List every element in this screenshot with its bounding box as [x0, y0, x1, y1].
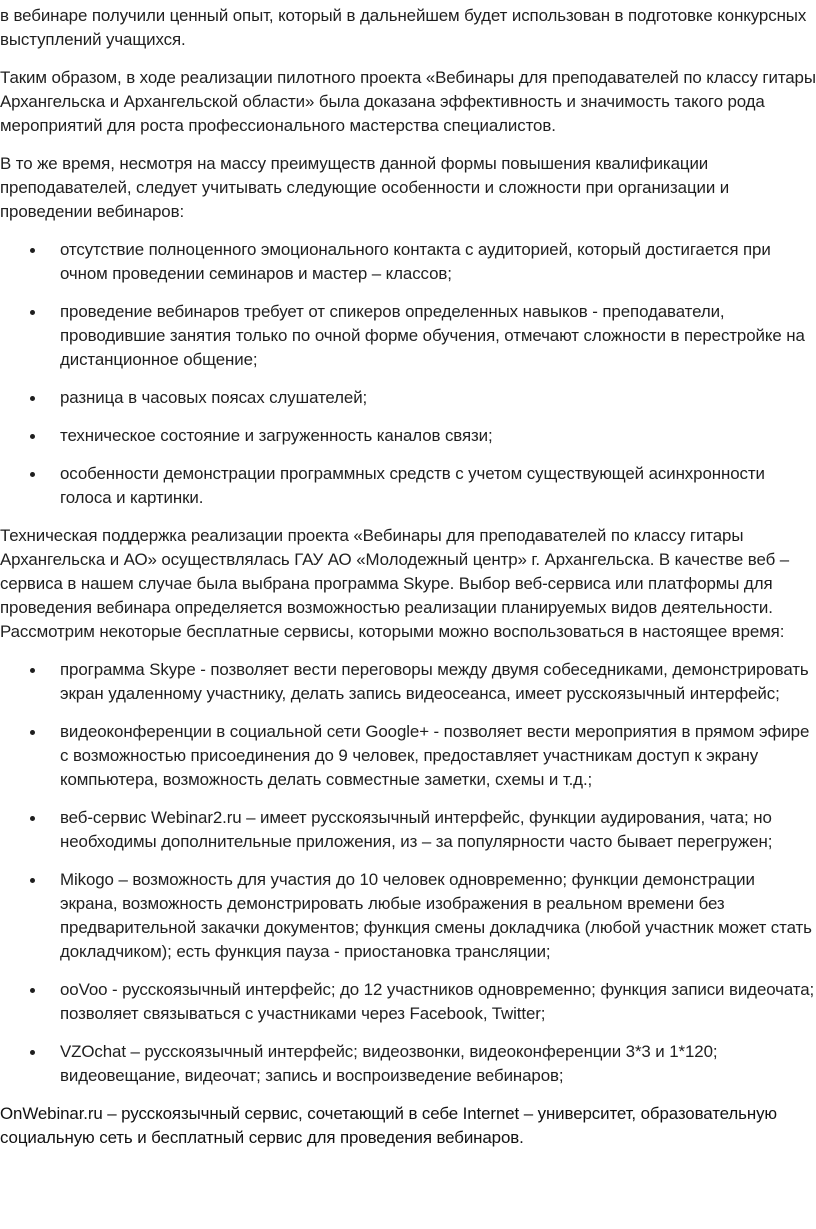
bullet-icon — [30, 434, 35, 439]
list-item — [0, 658, 816, 706]
list-item-text: веб-сервис Webinar2.ru – имеет русскоязычный интерфейс, функции аудирования, чата; но необходимы дополнительные приложения, из – за популярности часто бывает перегружен; — [60, 808, 773, 851]
list-item — [0, 300, 816, 372]
list-item-text: особенности демонстрации программных средств с учетом существующей асинхронности голоса и картинки. — [60, 464, 765, 507]
list-item — [0, 424, 816, 448]
paragraph-conclusion: Таким образом, в ходе реализации пилотного проекта «Вебинары для преподавателей по классу гитары Архангельска и Архангельской области» была доказана эффективность и значимость такого рода мероприятий для роста профессионального мастерства специалистов. — [0, 68, 816, 135]
bullet-icon — [30, 816, 35, 821]
bullet-icon — [30, 730, 35, 735]
bullet-icon — [30, 396, 35, 401]
list-item-text: разница в часовых поясах слушателей; — [60, 388, 368, 407]
bullet-icon — [30, 1050, 35, 1055]
list-item-text: проведение вебинаров требует от спикеров определенных навыков - преподаватели, проводившие занятия только по очной форме обучения, отмечают сложности в перестройке на дистанционное общение; — [60, 302, 805, 369]
bullet-icon — [30, 472, 35, 477]
bullet-icon — [30, 988, 35, 993]
list-item-text: техническое состояние и загруженность каналов связи; — [60, 426, 493, 445]
list-item-text: Mikogo – возможность для участия до 10 человек одновременно; функции демонстрации экрана, возможность демонстрировать любые изображения в реальном времени без предварительной закачки документов; функция смены докладчика (любой участник может стать докладчиком); есть функция пауза - приостановка трансляции; — [60, 870, 812, 961]
list-item-text: ooVoo - русскоязычный интерфейс; до 12 участников одновременно; функция записи видеочата; позволяет связываться с участниками через Facebook, Twitter; — [60, 980, 815, 1023]
list-item-text: VZOchat – русскоязычный интерфейс; видеозвонки, видеоконференции 3*3 и 1*120; видеовещание, видеочат; запись и воспроизведение вебинаров; — [60, 1042, 718, 1085]
bullet-icon — [30, 310, 35, 315]
list-item — [0, 1040, 816, 1088]
paragraph-intro: в вебинаре получили ценный опыт, который в дальнейшем будет использован в подготовке конкурсных выступлений учащихся. — [0, 6, 807, 49]
list-item — [0, 238, 816, 286]
list-item — [0, 978, 816, 1026]
bullet-icon — [30, 248, 35, 253]
list-item-text: программа Skype - позволяет вести переговоры между двумя собеседниками, демонстрировать экран удаленному участнику, делать запись видеосеанса, имеет русскоязычный интерфейс; — [60, 660, 809, 703]
list-item — [0, 868, 816, 964]
paragraph-onwebinar: OnWebinar.ru – русскоязычный сервис, сочетающий в себе Internet – университет, образовательную социальную сеть и бесплатный сервис для проведения вебинаров. — [0, 1104, 777, 1147]
paragraph-difficulties-intro: В то же время, несмотря на массу преимуществ данной формы повышения квалификации преподавателей, следует учитывать следующие особенности и сложности при организации и проведении вебинаров: — [0, 154, 730, 221]
list-item — [0, 462, 816, 510]
services-list — [0, 658, 816, 1088]
list-item-text: отсутствие полноценного эмоционального контакта с аудиторией, который достигается при очном проведении семинаров и мастер – классов; — [60, 240, 771, 283]
list-item — [0, 720, 816, 792]
list-item — [0, 806, 816, 854]
paragraph-tech-support: Техническая поддержка реализации проекта «Вебинары для преподавателей по классу гитары Архангельска и АО» осуществлялась ГАУ АО «Молодежный центр» г. Архангельска. В качестве веб – сервиса в нашем случае была выбрана программа Skype. Выбор веб-сервиса или платформы для проведения вебинара определяется возможностью реализации планируемых видов деятельности. Рассмотрим некоторые бесплатные сервисы, которыми можно воспользоваться в настоящее время: — [0, 526, 790, 641]
difficulties-list — [0, 238, 816, 510]
list-item-text: видеоконференции в социальной сети Google+ - позволяет вести мероприятия в прямом эфире с возможностью присоединения до 9 человек, предоставляет участникам доступ к экрану компьютера, возможность делать совместные заметки, схемы и т.д.; — [60, 722, 810, 789]
list-item — [0, 386, 816, 410]
bullet-icon — [30, 668, 35, 673]
bullet-icon — [30, 878, 35, 883]
